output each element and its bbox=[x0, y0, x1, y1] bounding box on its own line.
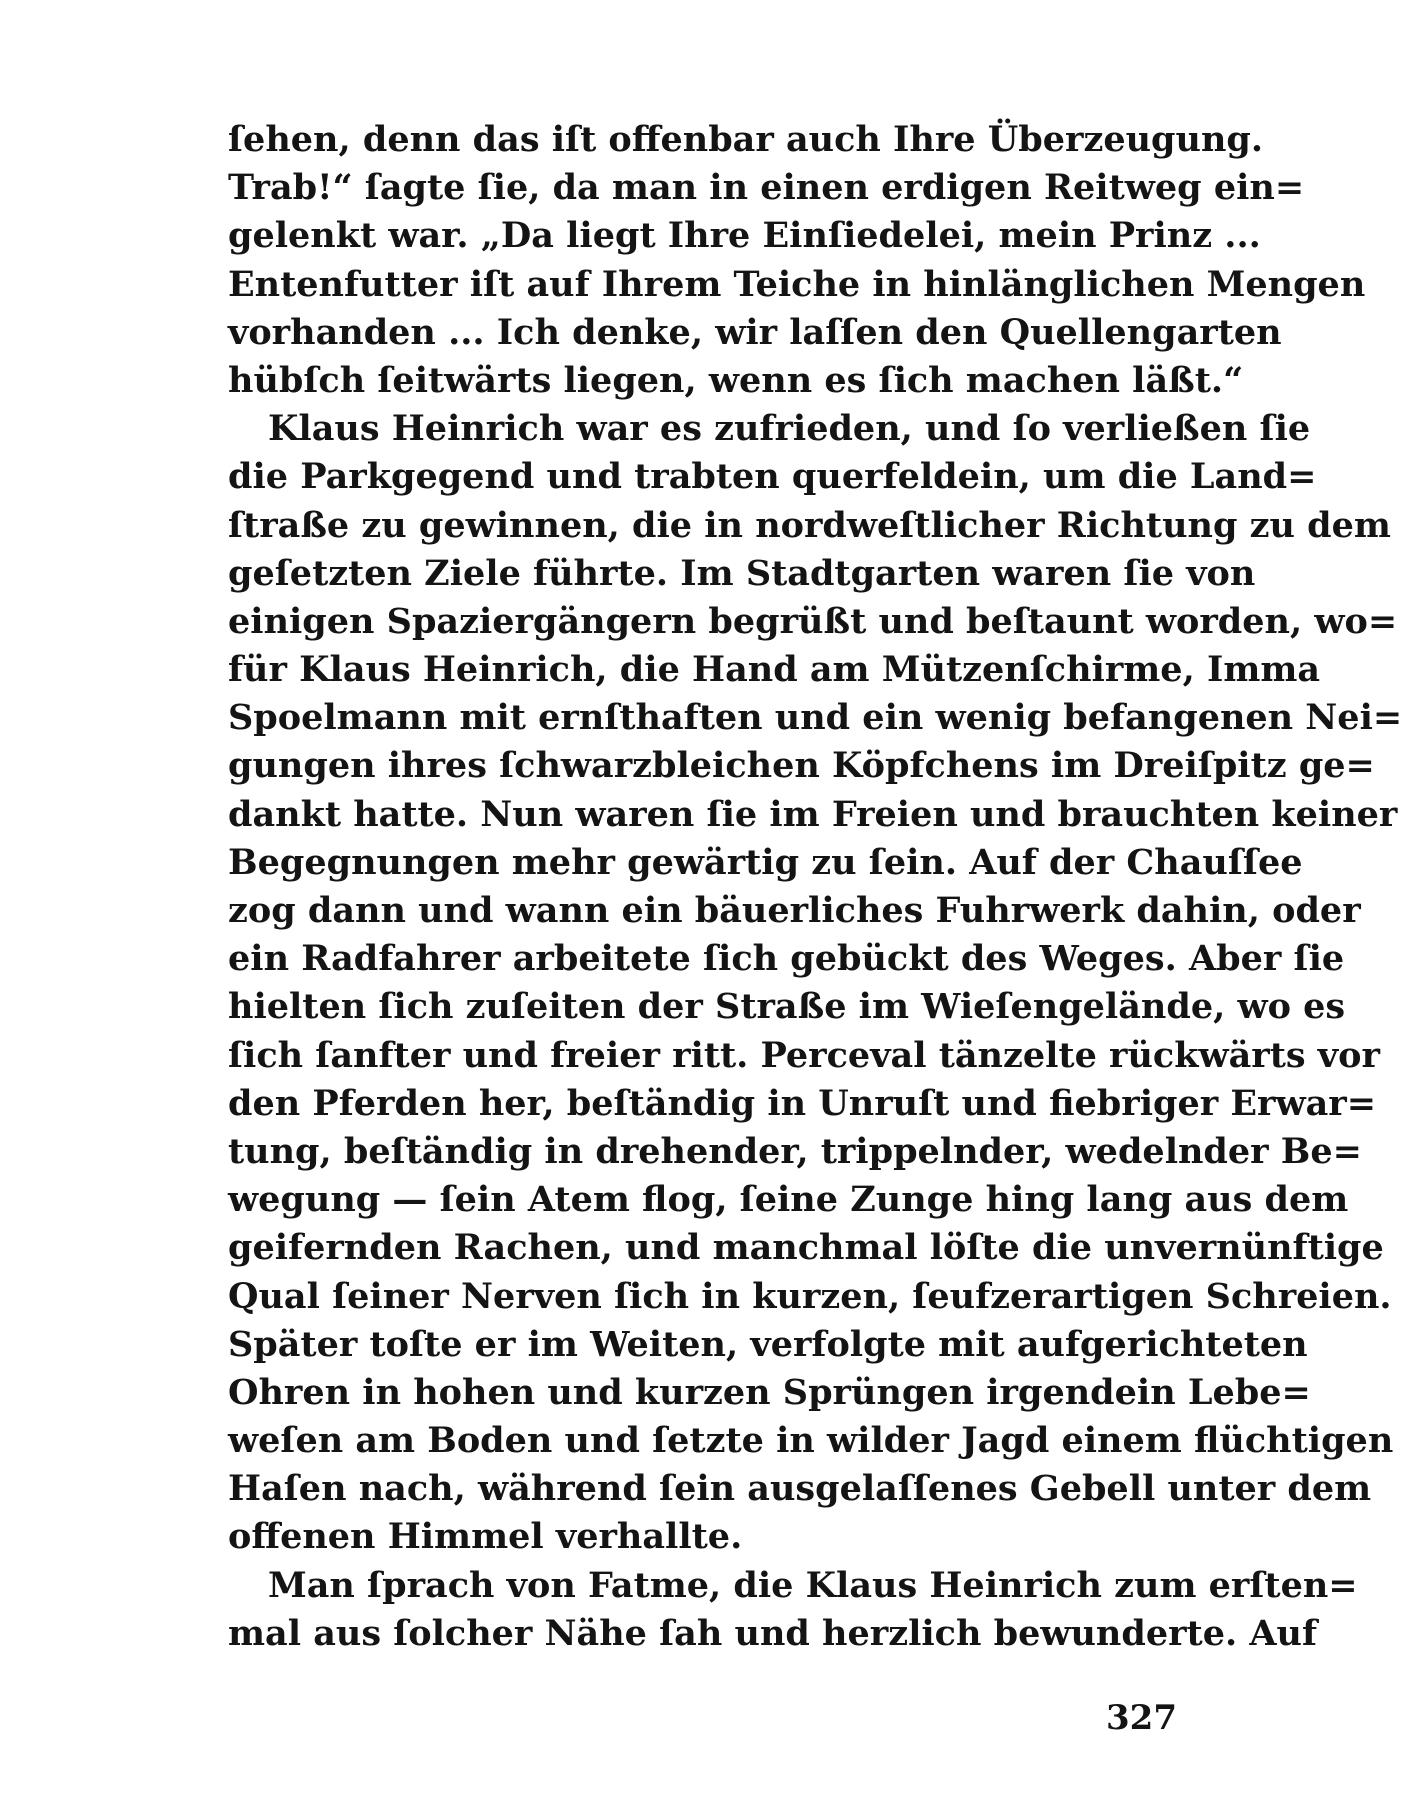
text-line: Ohren in hohen und kurzen Sprüngen irgendein Lebe= bbox=[228, 1371, 1311, 1413]
body-text bbox=[228, 116, 1402, 1658]
text-line: wegung — ſein Atem flog, ſeine Zunge hing lang aus dem bbox=[228, 1179, 1349, 1221]
text-line: Trab!“ ſagte ſie, da man in einen erdigen Reitweg ein= bbox=[228, 167, 1305, 209]
text-line: einigen Spaziergängern begrüßt und beſtaunt worden, wo= bbox=[228, 600, 1398, 642]
text-line: gelenkt war. „Da liegt Ihre Einſiedelei, mein Prinz ... bbox=[228, 215, 1261, 257]
text-line: ein Radfahrer arbeitete ſich gebückt des Weges. Aber ſie bbox=[228, 938, 1345, 980]
text-line: ſtraße zu gewinnen, die in nordweſtlicher Richtung zu dem bbox=[228, 504, 1391, 546]
text-line: gungen ihres ſchwarzbleichen Köpfchens im Dreiſpitz ge= bbox=[228, 745, 1375, 787]
text-line: Haſen nach, während ſein ausgelaſſenes Gebell unter dem bbox=[228, 1468, 1372, 1510]
text-line: offenen Himmel verhallte. bbox=[228, 1516, 743, 1558]
text-line: dankt hatte. Nun waren ſie im Freien und brauchten keiner bbox=[228, 793, 1398, 835]
text-line: Entenfutter iſt auf Ihrem Teiche in hinlänglichen Mengen bbox=[228, 263, 1366, 305]
text-line: geſetzten Ziele führte. Im Stadtgarten waren ſie von bbox=[228, 552, 1256, 594]
text-line: Qual ſeiner Nerven ſich in kurzen, ſeufzerartigen Schreien. bbox=[228, 1275, 1392, 1317]
text-line: den Pferden her, beſtändig in Unruſt und fiebriger Erwar= bbox=[228, 1082, 1377, 1124]
text-line: tung, beſtändig in drehender, trippelnder, wedelnder Be= bbox=[228, 1130, 1362, 1172]
text-line: ſich ſanfter und freier ritt. Perceval tänzelte rückwärts vor bbox=[228, 1034, 1380, 1076]
text-line: Begegnungen mehr gewärtig zu ſein. Auf der Chauſſee bbox=[228, 841, 1303, 883]
page-number: 327 bbox=[1106, 1698, 1177, 1738]
text-line: für Klaus Heinrich, die Hand am Mützenſchirme, Imma bbox=[228, 649, 1321, 691]
text-line: Später toſte er im Weiten, verfolgte mit aufgerichteten bbox=[228, 1323, 1308, 1365]
paragraph-first-line: Klaus Heinrich war es zufrieden, und ſo verließen ſie bbox=[268, 408, 1311, 450]
paragraph-first-line: Man ſprach von Fatme, die Klaus Heinrich zum erſten= bbox=[268, 1564, 1358, 1606]
text-line: zog dann und wann ein bäuerliches Fuhrwerk dahin, oder bbox=[228, 890, 1361, 931]
text-line: die Parkgegend und trabten querfeldein, um die Land= bbox=[228, 456, 1317, 498]
text-line: mal aus ſolcher Nähe ſah und herzlich bewunderte. Auf bbox=[228, 1612, 1318, 1654]
text-line: hübſch ſeitwärts liegen, wenn es ſich machen läßt.“ bbox=[228, 359, 1244, 401]
text-line: weſen am Boden und ſetzte in wilder Jagd einem flüchtigen bbox=[228, 1420, 1394, 1462]
text-line: geifernden Rachen, und manchmal löſte die unvernünftige bbox=[228, 1227, 1384, 1269]
text-line: Spoelmann mit ernſthaften und ein wenig befangenen Nei= bbox=[228, 697, 1402, 739]
text-line: hielten ſich zuſeiten der Straße im Wieſengelände, wo es bbox=[228, 986, 1346, 1028]
text-line: vorhanden ... Ich denke, wir laſſen den Quellengarten bbox=[228, 311, 1282, 353]
text-line: ſehen, denn das iſt offenbar auch Ihre Überzeugung. bbox=[228, 119, 1264, 160]
